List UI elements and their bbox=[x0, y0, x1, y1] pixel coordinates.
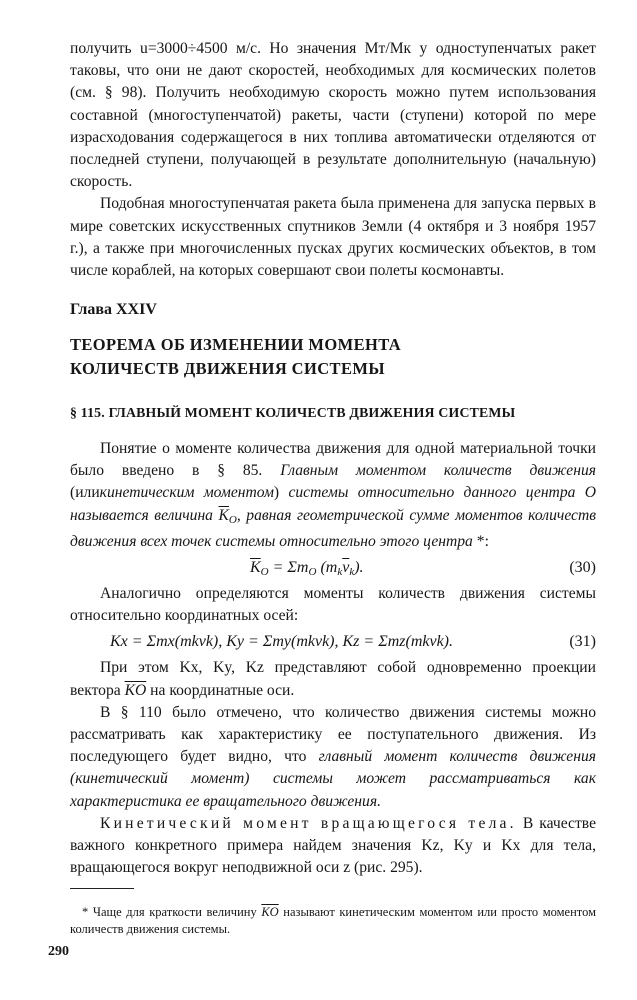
footnote-marker: *: bbox=[476, 532, 489, 550]
footnote-symbol-k: $\overline{KO}$ bbox=[261, 905, 279, 919]
p5-spaced-heading: Кинетический момент вращающегося тела. bbox=[100, 814, 517, 832]
p5-text: В качестве важного конкретного примера найдем значения Kz, Ky и Kx для тела, вращающегося вокруг неподвижной оси z (рис. 295). bbox=[70, 814, 596, 877]
eq30-end: ). bbox=[354, 559, 364, 577]
footnote-rule bbox=[70, 888, 134, 889]
equation-30 bbox=[70, 553, 596, 583]
p4-text: В § 110 было отмечено, что количество движения системы можно рассматривать как характеристику ее поступательного движения. Из последующего будет видно, что bbox=[70, 703, 596, 766]
p1-paren-open: (или bbox=[70, 484, 100, 502]
equation-30-number: (30) bbox=[569, 559, 596, 577]
section-paragraph-5 bbox=[70, 813, 596, 880]
intro-block bbox=[70, 38, 596, 282]
chapter-title bbox=[70, 333, 590, 381]
chapter-title-line-1: ТЕОРЕМА ОБ ИЗМЕНЕНИИ МОМЕНТА bbox=[70, 335, 402, 354]
section-body bbox=[70, 438, 596, 879]
intro-paragraph-2: Подобная многоступенчатая ракета была применена для запуска первых в мире советских искусственных спутников Земли (4 октября и 3 ноября 1957 г.), а также при многочисленных пусках других космических объектов, в том числе кораблей, на которых совершают свои полеты космонавты. bbox=[70, 195, 596, 280]
p4-italic-statement: главный момент количеств движения (кинетический момент) системы может рассматриваться как характеристика ее вращательного движения. bbox=[70, 748, 597, 810]
p1-lead: Понятие о моменте количества движения для одной материальной точки было введено в § 85. bbox=[70, 440, 596, 480]
intro-paragraph-1: получить u=3000÷4500 м/с. Но значения Mт/Mк у одноступенчатых ракет таковы, что они не дают скоростей, необходимых для космических полетов (см. § 98). Получить необходимую скорость можно путем использования составной (многоступенчатой) ракеты, части (ступени) которой по мере израсходования содержащегося в них топлива автоматически отделяются от последней ступени, получающей в результате дополнительную (начальную) скорость. bbox=[70, 40, 596, 191]
eq30-k: $\overline{K}$ bbox=[250, 559, 261, 577]
eq30-v: $\overline{v}$ bbox=[342, 559, 350, 577]
equation-31-number: (31) bbox=[569, 633, 596, 651]
p1-term-main-moment: Главным моментом количеств движения bbox=[280, 462, 596, 480]
p3-text-end: на координатные оси. bbox=[150, 681, 295, 699]
equation-31 bbox=[70, 627, 596, 657]
eq30-k-sub: O bbox=[260, 566, 269, 579]
section-heading: § 115. ГЛАВНЫЙ МОМЕНТ КОЛИЧЕСТВ ДВИЖЕНИЯ СИСТЕМЫ bbox=[70, 405, 516, 420]
chapter-label: Глава XXIV bbox=[70, 301, 157, 318]
section-paragraph-4 bbox=[70, 702, 596, 813]
p3-symbol-k: $\overline{KO}$ bbox=[124, 681, 147, 699]
eq30-sum: = Σm bbox=[272, 559, 309, 577]
eq30-sum-sub: O bbox=[308, 566, 317, 579]
p1-term-kinetic-moment: кинетическим моментом bbox=[99, 484, 274, 502]
eq30-arg-sub: k bbox=[337, 566, 343, 579]
section-paragraph-2: Аналогично определяются моменты количеств движения системы относительно координатных осей: bbox=[70, 585, 596, 625]
equation-30-formula bbox=[250, 557, 364, 583]
footnote-text: * Чаще для краткости величину bbox=[82, 905, 257, 919]
p1-symbol-k-sub: O bbox=[228, 513, 237, 526]
p1-definition: системы относительно данного центра O называется величина bbox=[70, 484, 596, 524]
p1-symbol-k: $\overline{K}$ bbox=[218, 506, 229, 524]
chapter-title-line-2: КОЛИЧЕСТВ ДВИЖЕНИЯ СИСТЕМЫ bbox=[70, 359, 385, 378]
p1-definition-cont: , равная геометрической сумме моментов количеств движения всех точек системы относительно этого центра bbox=[70, 506, 596, 550]
footnote-text-end: называют кинетическим моментом или просто моментом количеств движения системы. bbox=[70, 905, 597, 936]
eq30-v-sub: k bbox=[349, 566, 355, 579]
section-paragraph-1 bbox=[70, 438, 596, 553]
section-paragraph-3 bbox=[70, 657, 596, 701]
p3-text: При этом Kx, Ky, Kz представляют собой одновременно проекции вектора bbox=[70, 659, 596, 699]
eq30-arg: (m bbox=[320, 559, 338, 577]
page-number: 290 bbox=[48, 944, 69, 959]
footnote bbox=[70, 904, 596, 938]
equation-31-formula: Kx = Σmx(mkvk), Ky = Σmy(mkvk), Kz = Σmz(mkvk). bbox=[110, 633, 453, 651]
p1-paren-close: ) bbox=[273, 484, 280, 502]
